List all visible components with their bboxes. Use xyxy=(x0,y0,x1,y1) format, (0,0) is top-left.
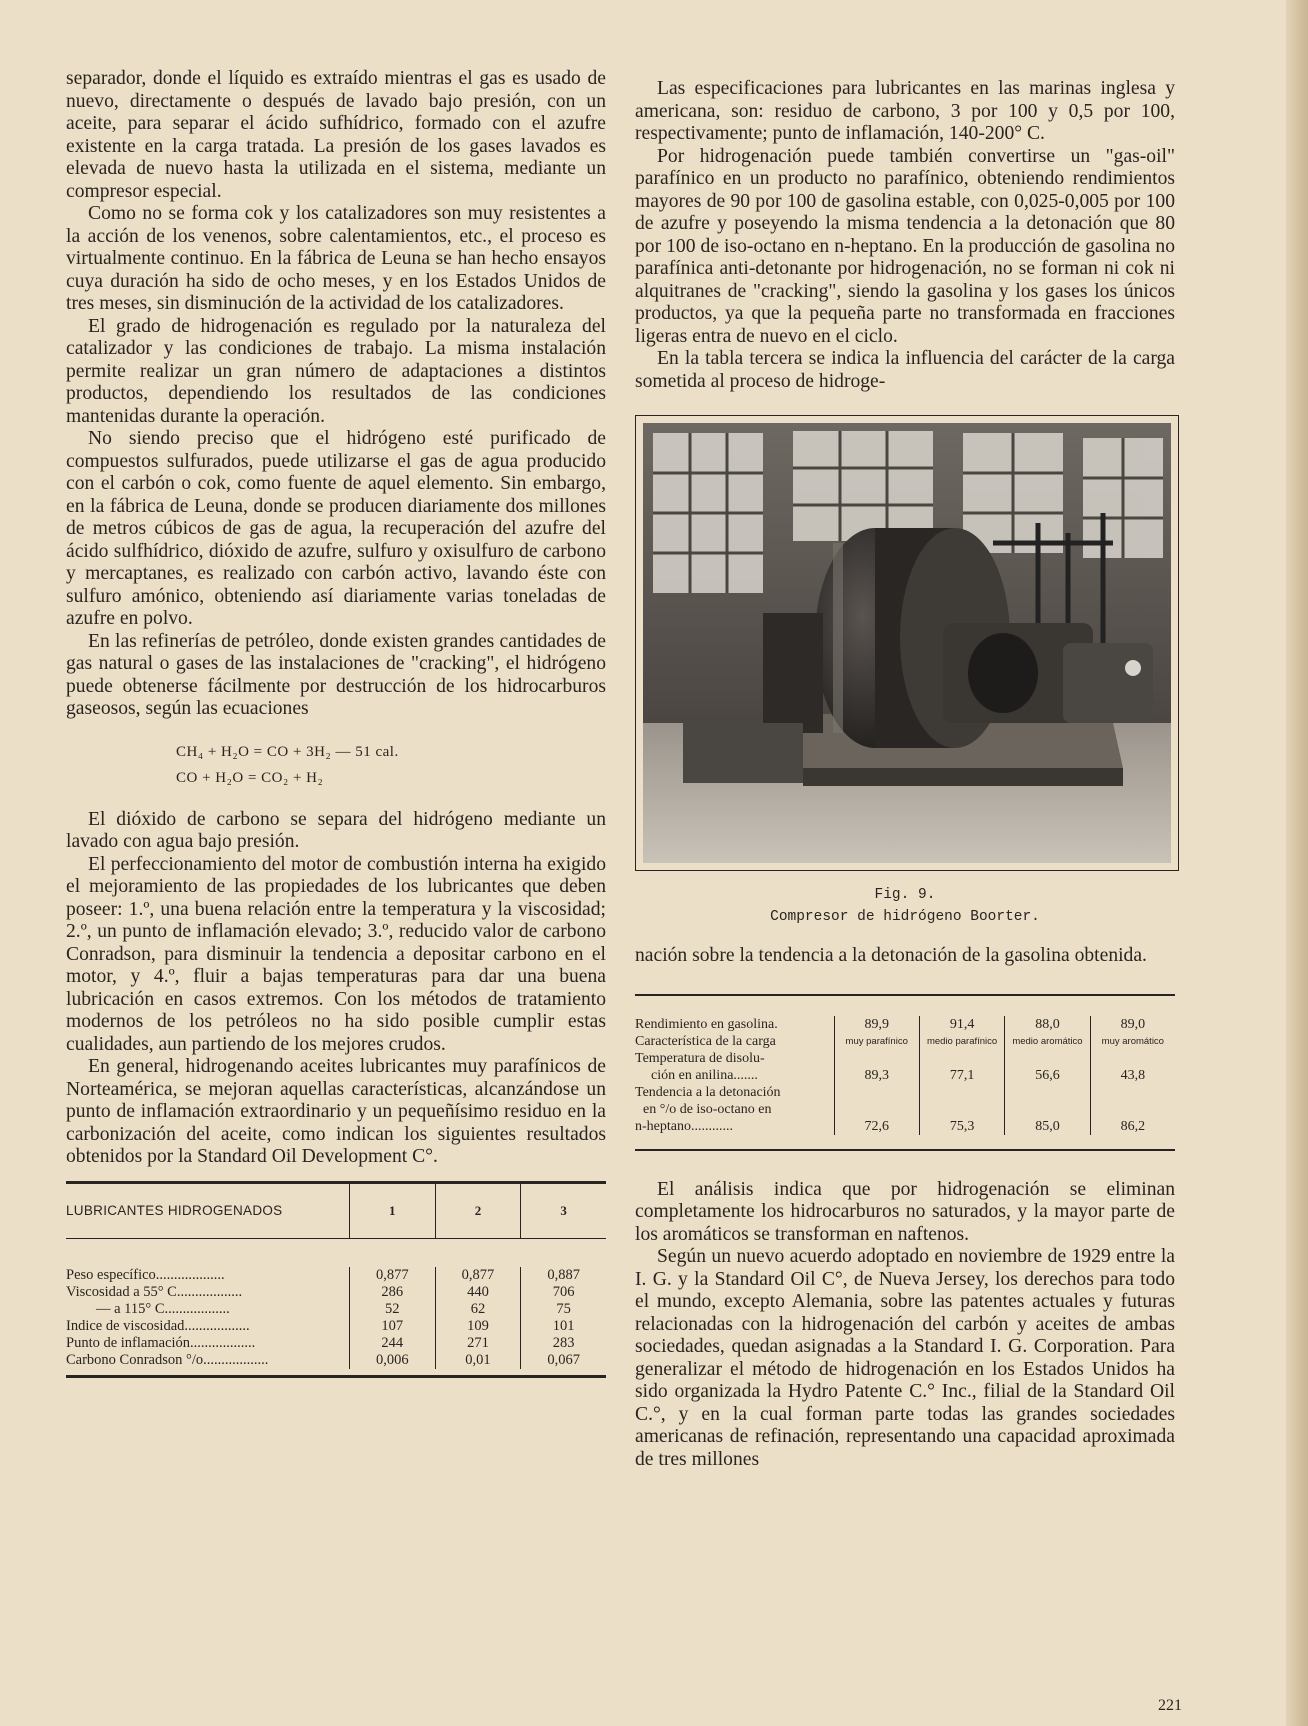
figure-caption: Compresor de hidrógeno Boorter. xyxy=(770,909,1040,925)
page-edge-shadow xyxy=(1286,0,1308,1726)
equations xyxy=(176,739,606,791)
equation-1: CH₄ + H₂O = CO + 3H₂ — 51 cal. xyxy=(176,743,399,760)
table-cell: muy aromático xyxy=(1090,1033,1175,1050)
column-1 xyxy=(349,1267,435,1369)
paragraph: En general, hidrogenando aceites lubricantes muy parafínicos de Norteamérica, se mejoran aquellas características, alcanzándose un punto de inflamación extraordinario y un pequeñísimo residuo en la carbonización del aceite, como indican los siguientes resultados obtenidos por la Standard Oil Development C°. xyxy=(66,1056,606,1167)
table-cell: 77,1 xyxy=(919,1050,1004,1084)
row-label xyxy=(635,1050,834,1084)
row-label: Viscosidad a 55° C.................. xyxy=(66,1283,243,1300)
lubricants-table-body xyxy=(66,1239,606,1375)
row-label: Carbono Conradson °/o.................. xyxy=(66,1351,269,1368)
table-cell: 706 xyxy=(552,1283,575,1300)
row-label: — a 115° C.................. xyxy=(96,1300,230,1317)
table-cell: 109 xyxy=(467,1317,489,1334)
table-cell: 0,006 xyxy=(375,1351,409,1368)
figure-frame xyxy=(635,415,1179,871)
right-column xyxy=(635,78,1175,1471)
paragraph: El análisis indica que por hidrogenación se eliminan completamente los hidrocarburos no saturados, y la mayor parte de los aromáticos se transforman en naftenos. xyxy=(635,1178,1175,1245)
table-row xyxy=(635,1033,1175,1050)
table-row xyxy=(635,1084,1175,1149)
row-label: Característica de la carga xyxy=(635,1033,776,1049)
left-column xyxy=(66,68,606,1378)
equation-2: CO + H₂O = CO₂ + H₂ xyxy=(176,769,324,786)
column-2 xyxy=(435,1267,521,1369)
column-header: 3 xyxy=(520,1184,606,1238)
column-header: 1 xyxy=(349,1184,435,1238)
paragraph: nación sobre la tendencia a la detonación de la gasolina obtenida. xyxy=(635,945,1147,966)
table-cell: 75 xyxy=(556,1300,571,1317)
table-cell: 107 xyxy=(381,1317,404,1334)
table-cell: muy parafínico xyxy=(834,1033,919,1050)
table-cell: 286 xyxy=(381,1283,404,1300)
table-row xyxy=(635,1050,1175,1084)
table-cell: 0,01 xyxy=(465,1351,491,1368)
table-cell: 440 xyxy=(467,1283,489,1300)
row-labels xyxy=(66,1267,349,1369)
paragraph: No siendo preciso que el hidrógeno esté purificado de compuestos sulfurados, puede utilizarse el gas de agua producido con el carbón o cok, como fuente de aquel elemento. Sin embargo, en la fábrica de Leuna, donde se producen diariamente dos millones de metros cúbicos de gas de agua, la recuperación del azufre del ácido sulfhídrico, dióxido de azufre, sulfuro y oxisulfuro de carbono y mercaptanes, es realizado con carbón activo, lavando éste con sulfuro amónico, obteniendo así diariamente varias toneladas de azufre en polvo. xyxy=(66,428,606,629)
row-label: Indice de viscosidad.................. xyxy=(66,1317,250,1334)
table-cell: 271 xyxy=(467,1334,489,1351)
table-cell: 52 xyxy=(385,1300,400,1317)
table-cell: 89,0 xyxy=(1090,1016,1175,1033)
paragraph: Según un nuevo acuerdo adoptado en noviembre de 1929 entre la I. G. y la Standard Oil C°, de Nueva Jersey, los derechos para todo el mundo, excepto Alemania, sobre las patentes actuales y futuras relacionadas con la hidrogenación del carbón y aceites de ambas sociedades, quedan asignadas a la Standard I. G. Corporation. Para generalizar el método de hidrogenación en los Estados Unidos ha sido organizada la Hydro Patente C.° Inc., filial de la Standard Oil C.°, y en la cual forman parte todas las grandes sociedades americanas de refinación, representando una capacidad aproximada de tres millones xyxy=(635,1246,1175,1470)
paragraph: Por hidrogenación puede también convertirse un "gas-oil" parafínico en un producto no parafínico, obteniendo rendimientos mayores de 90 por 100 de gasolina estable, con 0,025-0,005 por 100 de azufre y poseyendo la misma tendencia a la detonación que 80 por 100 de iso-octano en n-heptano. En la producción de gasolina no parafínica anti-detonante por hidrogenación, no se forman ni cok ni alquitranes de "cracking", siendo la gasolina y los gases los únicos productos, ya que la pequeña parte no transformada en fracciones ligeras entra de nuevo en el ciclo. xyxy=(635,145,1175,347)
table-cell: 85,0 xyxy=(1004,1084,1089,1135)
table-cell: medio parafínico xyxy=(919,1033,1004,1050)
table-cell: 89,3 xyxy=(834,1050,919,1084)
row-label xyxy=(635,1084,834,1135)
table-cell: 43,8 xyxy=(1090,1050,1175,1084)
table-cell: 0,877 xyxy=(375,1266,409,1283)
paragraph: Las especificaciones para lubricantes en las marinas inglesa y americana, son: residuo de carbono, 3 por 100 y 0,5 por 100, respectivamente; punto de inflamación, 140-200° C. xyxy=(635,78,1175,144)
row-label-line: Tendencia a la detonación xyxy=(635,1084,781,1100)
row-label: Punto de inflamación.................. xyxy=(66,1334,256,1351)
row-label: Rendimiento en gasolina. xyxy=(635,1016,778,1032)
paragraph: El dióxido de carbono se separa del hidrógeno mediante un lavado con agua bajo presión. xyxy=(66,808,606,852)
compressor-photo xyxy=(643,423,1171,863)
gasoline-table xyxy=(635,994,1175,1151)
paragraph: El perfeccionamiento del motor de combustión interna ha exigido el mejoramiento de las propiedades de los lubricantes que deben poseer: 1.º, una buena relación entre la temperatura y la viscosidad; 2.º, un punto de inflamación elevado; 3.º, reducido valor de carbono Conradson, para disminuir la tendencia a depositar carbono en el motor, y 4.º, fluir a bajas temperaturas para dar una buena lubricación en casos extremos. Con los métodos de tratamiento modernos de los petróleos no ha sido posible cumplir estas cualidades, aun partiendo de los mejores crudos. xyxy=(66,853,606,1055)
table-cell: 0,067 xyxy=(547,1351,580,1368)
row-label-line: Temperatura de disolu- xyxy=(635,1050,765,1066)
row-label-line: ción en anilina....... xyxy=(651,1067,758,1083)
row-label: Peso específico................... xyxy=(66,1266,225,1283)
table-cell: 56,6 xyxy=(1004,1050,1089,1084)
row-label-line: n-heptano............ xyxy=(635,1118,733,1134)
table-cell: 72,6 xyxy=(834,1084,919,1135)
table-cell: 283 xyxy=(552,1334,575,1351)
column-header: 2 xyxy=(435,1184,521,1238)
lubricants-table xyxy=(66,1181,606,1378)
lubricants-table-title: LUBRICANTES HIDROGENADOS xyxy=(66,1203,283,1218)
figure-number: Fig. 9. xyxy=(874,887,936,903)
table-cell: 75,3 xyxy=(919,1084,1004,1135)
table-cell: 244 xyxy=(381,1334,404,1351)
table-cell: 89,9 xyxy=(834,1016,919,1033)
column-3 xyxy=(520,1267,606,1369)
lubricants-table-header xyxy=(66,1184,606,1239)
page-number: 221 xyxy=(1158,1697,1182,1714)
paragraph: Como no se forma cok y los catalizadores son muy resistentes a la acción de los venenos, sobre calentamientos, etc., el proceso es virtualmente continuo. En la fábrica de Leuna se han hecho ensayos cuya duración ha sido de ocho meses, y en los Estados Unidos de tres meses, sin disminución de la actividad de los catalizadores. xyxy=(66,203,606,314)
table-cell: 86,2 xyxy=(1090,1084,1175,1135)
table-cell: medio aromático xyxy=(1004,1033,1089,1050)
table-cell: 88,0 xyxy=(1004,1016,1089,1033)
table-cell: 91,4 xyxy=(919,1016,1004,1033)
paragraph: El grado de hidrogenación es regulado por la naturaleza del catalizador y las condiciones de trabajo. La misma instalación permite realizar un gran número de adaptaciones a distintos productos, dependiendo los resultados de las condiciones mantenidas durante la operación. xyxy=(66,315,606,427)
table-cell: 101 xyxy=(552,1317,575,1334)
table-cell: 0,887 xyxy=(547,1266,580,1283)
row-label-line: en °/o de iso-octano en xyxy=(643,1101,772,1117)
paragraph: En la tabla tercera se indica la influencia del carácter de la carga sometida al proceso de hidroge- xyxy=(635,348,1175,392)
table-cell: 0,877 xyxy=(461,1266,495,1283)
table-cell: 62 xyxy=(470,1300,486,1317)
paragraph: separador, donde el líquido es extraído mientras el gas es usado de nuevo, directamente o después de lavado bajo presión, con un aceite, para separar el ácido sufhídrico, formado con el azufre existente en la carga tratada. La presión de los gases lavados es elevada de nuevo hasta la utilizada en el sistema, mediante un compresor especial. xyxy=(66,68,606,202)
paragraph: En las refinerías de petróleo, donde existen grandes cantidades de gas natural o gases de las instalaciones de "cracking", el hidrógeno puede obtenerse fácilmente por destrucción de los hidrocarburos gaseosos, según las ecuaciones xyxy=(66,630,606,719)
table-row xyxy=(635,996,1175,1033)
